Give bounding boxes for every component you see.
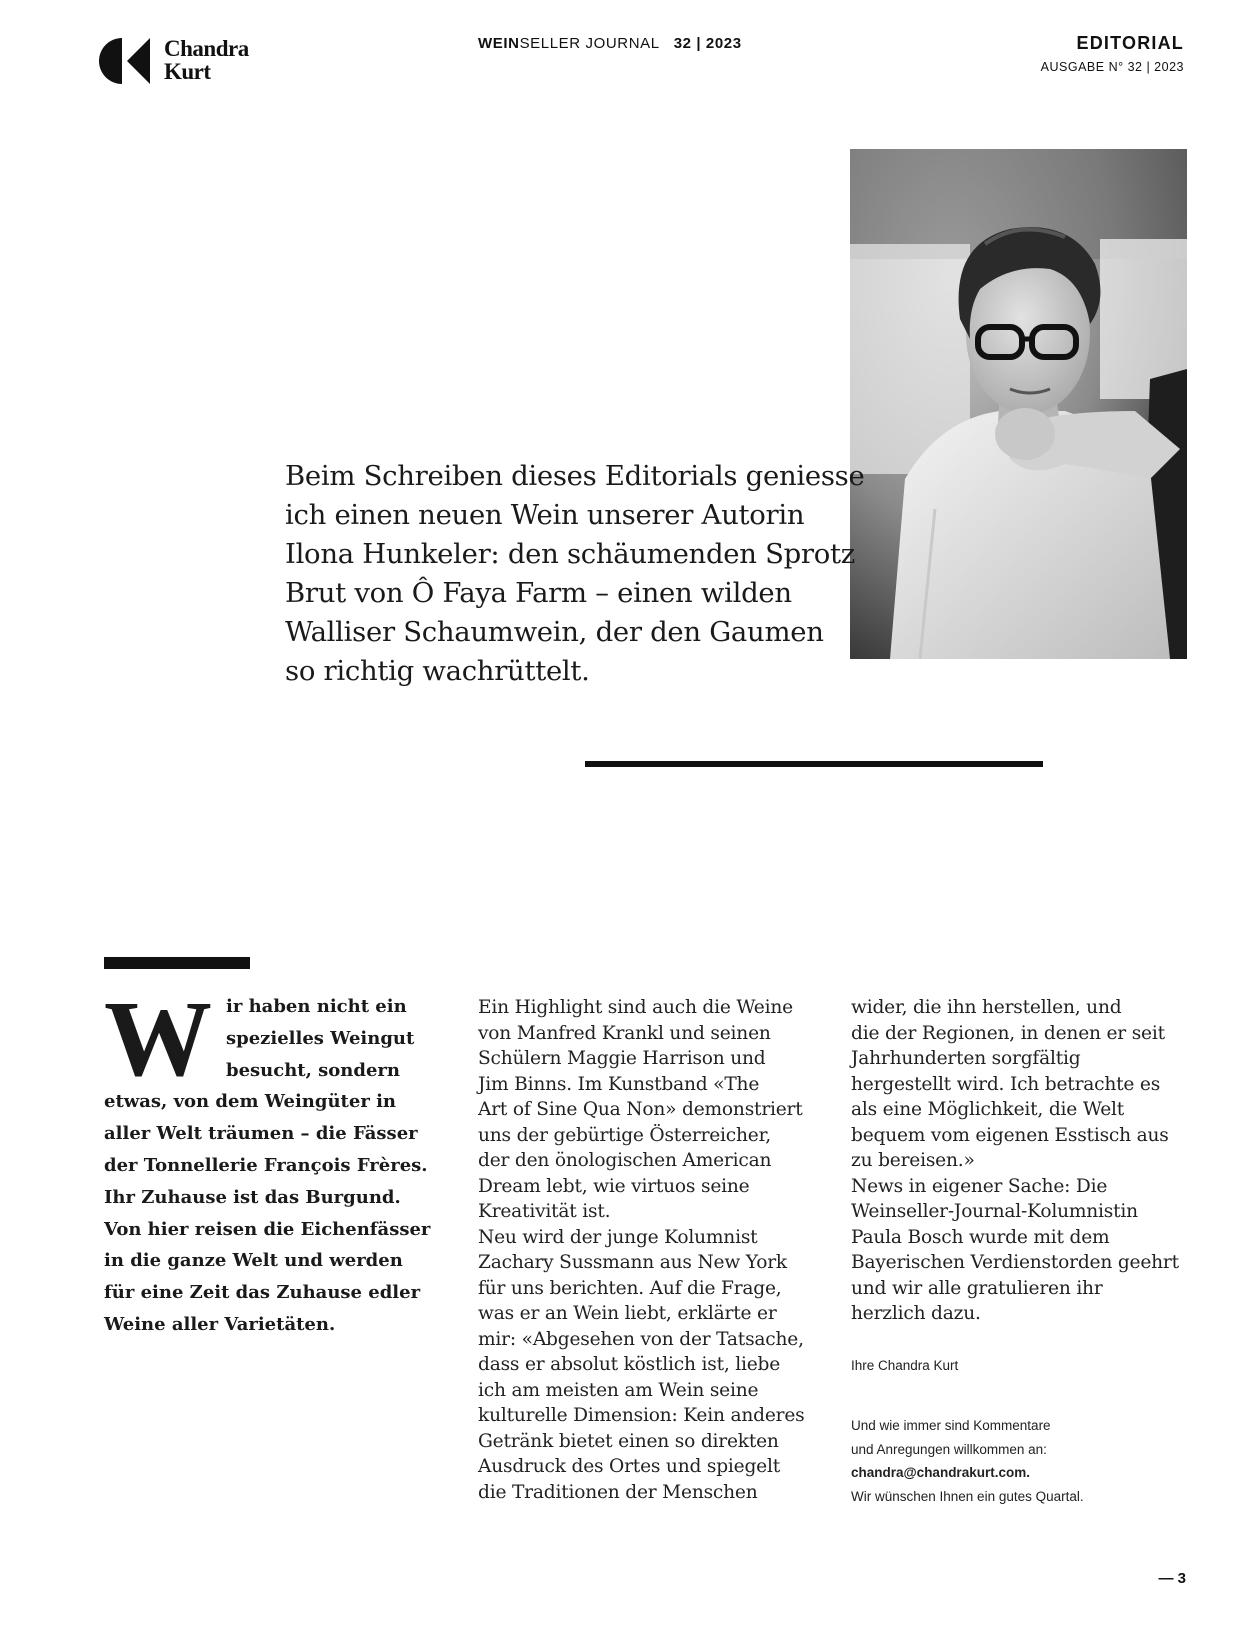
- intro-line: Beim Schreiben dieses Editorials geniesse: [285, 460, 865, 492]
- column-3-line: zu bereisen.»: [851, 1150, 975, 1171]
- column-2-line: Schülern Maggie Harrison und: [478, 1048, 766, 1069]
- column-2-line: Zachary Sussmann aus New York: [478, 1252, 787, 1273]
- column-2-line: mir: «Abgesehen von der Tatsache,: [478, 1328, 804, 1350]
- masthead-issue: 32 | 2023: [673, 35, 742, 52]
- editorial-intro: [285, 457, 925, 691]
- note-line: Wir wünschen Ihnen ein gutes Quartal.: [851, 1488, 1084, 1504]
- note-line: Und wie immer sind Kommentare: [851, 1418, 1051, 1433]
- column-2-line: uns der gebürtige Österreicher,: [478, 1124, 771, 1146]
- signature: Ihre Chandra Kurt: [851, 1358, 959, 1373]
- intro-line: Brut von Ô Faya Farm – einen wilden: [285, 577, 792, 609]
- column-2-line: Ein Highlight sind auch die Weine: [478, 997, 793, 1018]
- column-1-line: für eine Zeit das Zuhause edler: [104, 1282, 421, 1304]
- column-3-line: als eine Möglichkeit, die Welt: [851, 1099, 1125, 1120]
- column-2-line: Neu wird der junge Kolumnist: [478, 1226, 758, 1248]
- column-2-line: die Traditionen der Menschen: [478, 1481, 758, 1503]
- logo-wordmark: [164, 37, 249, 83]
- column-1-line: besucht, sondern: [226, 1059, 400, 1081]
- column-2-line: dass er absolut köstlich ist, liebe: [478, 1354, 781, 1375]
- drop-cap: W: [104, 980, 208, 1099]
- column-1-line: Weine aller Varietäten.: [104, 1313, 336, 1335]
- intro-line: Walliser Schaumwein, der den Gaumen: [285, 616, 824, 648]
- column-2-line: kulturelle Dimension: Kein anderes: [478, 1405, 805, 1426]
- column-1-line: ir haben nicht ein: [226, 996, 407, 1017]
- contact-note: [851, 1414, 1084, 1508]
- intro-line: Ilona Hunkeler: den schäumenden Sprotz: [285, 538, 855, 570]
- column-3-line: Bayerischen Verdienstorden geehrt: [851, 1252, 1179, 1273]
- intro-line: ich einen neuen Wein unserer Autorin: [285, 499, 805, 531]
- masthead-rest: SELLER JOURNAL: [519, 35, 660, 52]
- column-2-line: für uns berichten. Auf die Frage,: [478, 1277, 782, 1299]
- column-1-line: spezielles Weingut: [226, 1027, 415, 1049]
- column-3-line: die der Regionen, in denen er seit: [851, 1022, 1165, 1044]
- column-1-line: aller Welt träumen – die Fässer: [104, 1123, 418, 1145]
- column-3-line: Jahrhunderten sorgfältig: [851, 1048, 1081, 1069]
- logo-mark-icon: [98, 36, 154, 86]
- column-1: [104, 980, 439, 1341]
- column-2-line: der den önologischen American: [478, 1150, 772, 1171]
- column-1-line: in die ganze Welt und werden: [104, 1250, 403, 1272]
- column-2: [478, 995, 838, 1505]
- column-3-line: News in eigener Sache: Die: [851, 1175, 1108, 1197]
- column-1-line: der Tonnellerie François Frères.: [104, 1154, 428, 1176]
- column-3-line: und wir alle gratulieren ihr: [851, 1277, 1103, 1299]
- page-number: — 3: [1158, 1570, 1186, 1587]
- section-heading: [1041, 33, 1184, 74]
- column-3-line: bequem vom eigenen Esstisch aus: [851, 1124, 1169, 1146]
- column-2-line: was er an Wein liebt, erklärte er: [478, 1303, 777, 1324]
- column-2-line: Ausdruck des Ortes und spiegelt: [478, 1456, 781, 1477]
- horizontal-rule: [585, 761, 1043, 767]
- column-2-line: Art of Sine Qua Non» demonstriert: [478, 1099, 803, 1120]
- column-3-line: Weinseller-Journal-Kolumnistin: [851, 1201, 1138, 1222]
- column-3-line: herzlich dazu.: [851, 1303, 981, 1324]
- column-3-line: Paula Bosch wurde mit dem: [851, 1226, 1110, 1248]
- column-2-line: ich am meisten am Wein seine: [478, 1379, 759, 1401]
- column-rule: [104, 957, 250, 969]
- column-3: [851, 995, 1211, 1327]
- column-1-line: Von hier reisen die Eichenfässer: [104, 1218, 431, 1240]
- column-2-line: Getränk bietet einen so direkten: [478, 1430, 779, 1452]
- journal-masthead: [478, 35, 742, 52]
- logo-line-2: Kurt: [164, 59, 211, 84]
- column-3-line: hergestellt wird. Ich betrachte es: [851, 1073, 1161, 1095]
- column-2-line: Jim Binns. Im Kunstband «The: [478, 1073, 760, 1095]
- masthead-bold: WEIN: [478, 35, 520, 52]
- section-title: EDITORIAL: [1076, 33, 1184, 53]
- column-2-line: Kreativität ist.: [478, 1201, 611, 1222]
- column-1-line: etwas, von dem Weingüter in: [104, 1091, 396, 1113]
- note-line: und Anregungen willkommen an:: [851, 1441, 1047, 1457]
- column-3-line: wider, die ihn herstellen, und: [851, 997, 1122, 1018]
- section-issue: AUSGABE N° 32 | 2023: [1040, 60, 1184, 74]
- chandra-kurt-logo: [98, 36, 268, 86]
- column-1-line: Ihr Zuhause ist das Burgund.: [104, 1186, 401, 1208]
- email-link[interactable]: chandra@chandrakurt.com.: [851, 1465, 1030, 1480]
- column-2-line: von Manfred Krankl und seinen: [478, 1022, 771, 1044]
- intro-line: so richtig wachrüttelt.: [285, 655, 590, 687]
- column-2-line: Dream lebt, wie virtuos seine: [478, 1175, 750, 1197]
- logo-line-1: Chandra: [164, 36, 249, 61]
